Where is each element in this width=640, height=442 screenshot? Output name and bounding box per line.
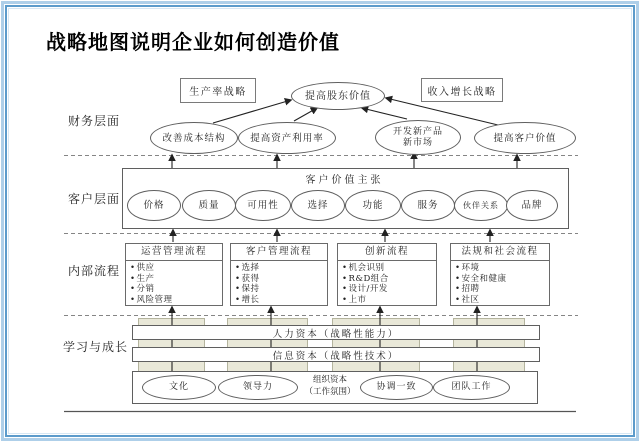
process-box-customer-mgmt: [230, 243, 328, 306]
new-products-line2: 新市场: [402, 137, 433, 148]
process-item: • 生产: [130, 274, 222, 285]
process-item: • 供应: [130, 263, 222, 274]
process-box-innovation: [337, 243, 437, 306]
process-box-regulatory-social: [450, 243, 550, 306]
customer-value-proposition-heading: 客户价值主张: [305, 175, 384, 186]
process-item: • 招聘: [455, 284, 549, 295]
process-title-innovation: 创新流程: [338, 244, 436, 261]
organization-capital-line1: 组织资本: [312, 375, 347, 385]
teamwork-ellipse: 团队工作: [433, 375, 510, 400]
attr-brand-ellipse: 品牌: [506, 190, 558, 221]
process-item: • 分销: [130, 284, 222, 295]
process-item: • 风险管理: [130, 295, 222, 306]
page-title: 战略地图说明企业如何创造价值: [46, 32, 340, 54]
process-item: • 设计/开发: [342, 284, 436, 295]
process-item: • 机会识别: [342, 263, 436, 274]
process-title-customer-mgmt: 客户管理流程: [231, 244, 327, 261]
attr-functionality-ellipse: 功能: [345, 190, 401, 221]
attr-partnership-ellipse: 伙伴关系: [454, 190, 508, 221]
process-item: • 增长: [235, 295, 327, 306]
process-item: • 安全和健康: [455, 274, 549, 285]
label-financial-perspective: 财务层面: [68, 114, 121, 128]
process-title-regulatory-social: 法规和社会流程: [451, 244, 549, 261]
process-item: • 选择: [235, 263, 327, 274]
process-title-operations: 运营管理流程: [126, 244, 222, 261]
human-capital-bar: 人力资本（战略性能力）: [132, 325, 540, 340]
culture-ellipse: 文化: [142, 375, 216, 400]
attr-service-ellipse: 服务: [401, 190, 455, 221]
new-products-line1: 开发新产品: [392, 126, 443, 137]
attr-availability-ellipse: 可用性: [235, 190, 291, 221]
alignment-ellipse: 协调一致: [360, 375, 433, 400]
productivity-strategy-box: 生产率战略: [180, 78, 256, 103]
attr-selection-ellipse: 选择: [291, 190, 345, 221]
label-learning-perspective: 学习与成长: [63, 340, 129, 354]
label-customer-perspective: 客户层面: [68, 192, 121, 206]
process-box-operations: [125, 243, 223, 306]
information-capital-bar: 信息资本（战略性技术）: [132, 347, 540, 362]
process-item: • R&D组合: [342, 274, 436, 285]
new-products-markets-ellipse: [375, 120, 461, 155]
leadership-ellipse: 领导力: [218, 375, 298, 400]
customer-value-ellipse: 提高客户价值: [474, 122, 576, 154]
label-internal-perspective: 内部流程: [68, 264, 121, 278]
organization-capital-line2: （工作氛围）: [304, 387, 356, 397]
shareholder-value-ellipse: 提高股东价值: [291, 82, 385, 110]
asset-utilization-ellipse: 提高资产利用率: [238, 122, 336, 154]
revenue-growth-strategy-box: 收入增长战略: [421, 78, 503, 102]
process-item: • 获得: [235, 274, 327, 285]
attr-price-ellipse: 价格: [127, 190, 181, 221]
organization-capital-label: [298, 374, 362, 398]
cost-structure-ellipse: 改善成本结构: [150, 122, 238, 154]
attr-quality-ellipse: 质量: [182, 190, 236, 221]
process-item: • 上市: [342, 295, 436, 306]
process-item: • 社区: [455, 295, 549, 306]
process-item: • 保持: [235, 284, 327, 295]
process-item: • 环境: [455, 263, 549, 274]
